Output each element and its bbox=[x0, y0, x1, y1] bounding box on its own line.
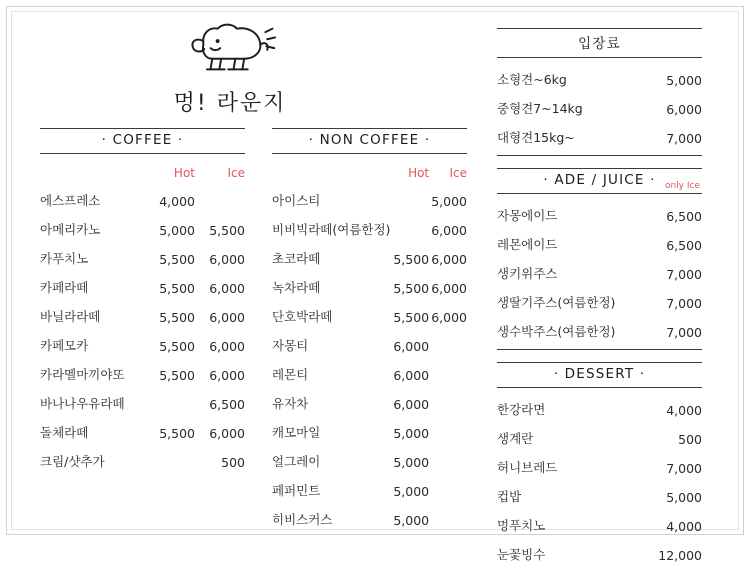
table-row bbox=[272, 388, 467, 417]
item-ice-price bbox=[429, 446, 467, 475]
item-name: 바나나우유라떼 bbox=[40, 395, 125, 411]
item-name: 페퍼민트 bbox=[272, 482, 321, 498]
coffee-header-name bbox=[40, 160, 139, 185]
item-ice-price: 6,000 bbox=[431, 280, 467, 296]
item-ice-price: 500 bbox=[221, 454, 245, 470]
table-row bbox=[40, 417, 245, 446]
item-ice-price bbox=[429, 359, 467, 388]
item-name: 아이스티 bbox=[272, 192, 321, 208]
item-hot-price: 6,000 bbox=[393, 396, 430, 412]
table-row bbox=[497, 510, 702, 539]
item-ice-price bbox=[429, 475, 467, 504]
item-ice-price: 6,000 bbox=[431, 309, 467, 325]
table-row bbox=[497, 423, 702, 452]
item-hot-price: 5,500 bbox=[159, 309, 195, 325]
item-name: 소형견~6kg bbox=[497, 71, 567, 87]
item-ice-price: 6,000 bbox=[209, 425, 245, 441]
dog-logo-icon bbox=[175, 18, 285, 80]
coffee-header-hot: Hot bbox=[173, 165, 195, 180]
table-row bbox=[497, 452, 702, 481]
item-ice-price bbox=[429, 504, 467, 533]
table-row bbox=[40, 243, 245, 272]
table-row bbox=[497, 287, 702, 316]
table-row bbox=[497, 229, 702, 258]
item-name: 눈꽃빙수 bbox=[497, 546, 546, 562]
coffee-table bbox=[40, 160, 245, 475]
item-price: 6,500 bbox=[666, 237, 702, 253]
item-ice-price: 6,000 bbox=[209, 280, 245, 296]
item-name: 생키위주스 bbox=[497, 265, 558, 281]
table-row bbox=[272, 475, 467, 504]
item-ice-price bbox=[429, 330, 467, 359]
item-name: 크림/샷추가 bbox=[40, 453, 105, 469]
item-name: 유자차 bbox=[272, 395, 309, 411]
item-hot-price: 4,000 bbox=[159, 193, 195, 209]
item-hot-price: 6,000 bbox=[393, 367, 430, 383]
item-ice-price: 5,000 bbox=[431, 193, 467, 209]
table-row bbox=[272, 185, 467, 214]
ade-juice-table bbox=[497, 200, 702, 345]
item-name: 에스프레소 bbox=[40, 192, 101, 208]
item-ice-price: 6,000 bbox=[209, 338, 245, 354]
item-name: 카푸치노 bbox=[40, 250, 89, 266]
non-coffee-header-name bbox=[272, 160, 390, 185]
table-row bbox=[40, 330, 245, 359]
table-row bbox=[40, 214, 245, 243]
non-coffee-section-title: · NON COFFEE · bbox=[272, 128, 467, 154]
table-row bbox=[497, 93, 702, 122]
item-name: 중형견7~14kg bbox=[497, 100, 583, 116]
admission-table bbox=[497, 64, 702, 151]
item-name: 대형견15kg~ bbox=[497, 129, 575, 145]
dessert-section bbox=[497, 362, 702, 568]
ade-juice-section-title bbox=[497, 168, 702, 194]
item-price: 7,000 bbox=[666, 266, 702, 282]
dessert-table bbox=[497, 394, 702, 568]
table-row bbox=[272, 243, 467, 272]
item-name: 바닐라라떼 bbox=[40, 308, 101, 324]
non-coffee-header-hot: Hot bbox=[408, 165, 430, 180]
item-name: 자몽에이드 bbox=[497, 207, 558, 223]
item-hot-price: 5,500 bbox=[393, 251, 430, 267]
non-coffee-header-row bbox=[272, 160, 467, 185]
item-hot-price: 5,500 bbox=[159, 425, 195, 441]
item-name: 생수박주스(여름한정) bbox=[497, 323, 616, 339]
item-hot-price: 5,500 bbox=[159, 280, 195, 296]
item-price: 6,000 bbox=[666, 101, 702, 117]
table-row bbox=[497, 481, 702, 510]
item-ice-price: 6,000 bbox=[209, 367, 245, 383]
item-name: 생계란 bbox=[497, 430, 534, 446]
item-hot-price bbox=[139, 446, 195, 475]
coffee-section-title: · COFFEE · bbox=[40, 128, 245, 154]
admission-divider bbox=[497, 155, 702, 156]
item-name: 한강라면 bbox=[497, 401, 546, 417]
item-price: 500 bbox=[678, 431, 702, 447]
item-hot-price: 5,000 bbox=[393, 425, 430, 441]
item-name: 컵밥 bbox=[497, 488, 522, 504]
table-row bbox=[272, 359, 467, 388]
item-hot-price: 5,500 bbox=[393, 280, 430, 296]
brand-header bbox=[0, 18, 460, 117]
item-hot-price: 5,000 bbox=[159, 222, 195, 238]
table-row bbox=[497, 64, 702, 93]
table-row bbox=[497, 258, 702, 287]
item-hot-price bbox=[390, 214, 429, 243]
item-price: 5,000 bbox=[666, 489, 702, 505]
item-price: 4,000 bbox=[666, 518, 702, 534]
table-row bbox=[497, 316, 702, 345]
admission-section bbox=[497, 28, 702, 156]
item-name: 히비스커스 bbox=[272, 511, 333, 527]
item-name: 돌체라떼 bbox=[40, 424, 89, 440]
item-name: 초코라떼 bbox=[272, 250, 321, 266]
ade-juice-divider bbox=[497, 349, 702, 350]
table-row bbox=[497, 122, 702, 151]
dessert-section-title: · DESSERT · bbox=[497, 362, 702, 388]
item-price: 7,000 bbox=[666, 130, 702, 146]
non-coffee-table bbox=[272, 160, 467, 533]
item-name: 비비빅라떼(여름한정) bbox=[272, 221, 391, 237]
table-row bbox=[272, 301, 467, 330]
item-ice-price: 6,500 bbox=[209, 396, 245, 412]
table-row bbox=[40, 388, 245, 417]
item-price: 7,000 bbox=[666, 324, 702, 340]
item-hot-price: 5,500 bbox=[159, 367, 195, 383]
item-price: 4,000 bbox=[666, 402, 702, 418]
non-coffee-header-ice: Ice bbox=[449, 165, 467, 180]
item-ice-price: 6,000 bbox=[431, 222, 467, 238]
coffee-header-row bbox=[40, 160, 245, 185]
item-name: 허니브레드 bbox=[497, 459, 558, 475]
item-hot-price: 6,000 bbox=[393, 338, 430, 354]
item-name: 카페모카 bbox=[40, 337, 89, 353]
only-ice-note: only Ice bbox=[664, 181, 700, 191]
item-ice-price bbox=[429, 417, 467, 446]
table-row bbox=[40, 185, 245, 214]
table-row bbox=[272, 214, 467, 243]
item-name: 캐모마일 bbox=[272, 424, 321, 440]
item-name: 자몽티 bbox=[272, 337, 309, 353]
table-row bbox=[272, 272, 467, 301]
item-ice-price: 6,000 bbox=[209, 251, 245, 267]
table-row bbox=[497, 539, 702, 568]
item-name: 아메리카노 bbox=[40, 221, 101, 237]
item-name: 카라멜마끼야또 bbox=[40, 366, 125, 382]
table-row bbox=[272, 504, 467, 533]
item-name: 얼그레이 bbox=[272, 453, 321, 469]
coffee-header-ice: Ice bbox=[227, 165, 245, 180]
item-hot-price: 5,000 bbox=[393, 512, 430, 528]
item-hot-price: 5,500 bbox=[159, 251, 195, 267]
item-ice-price: 6,000 bbox=[431, 251, 467, 267]
item-ice-price: 6,000 bbox=[209, 309, 245, 325]
item-price: 12,000 bbox=[658, 547, 702, 563]
item-ice-price bbox=[195, 185, 245, 214]
table-row bbox=[497, 200, 702, 229]
item-name: 멍푸치노 bbox=[497, 517, 546, 533]
table-row bbox=[40, 272, 245, 301]
item-ice-price: 5,500 bbox=[209, 222, 245, 238]
right-column bbox=[497, 28, 702, 568]
table-row bbox=[272, 330, 467, 359]
brand-title: 멍! 라운지 bbox=[173, 91, 287, 116]
item-name: 레몬티 bbox=[272, 366, 309, 382]
item-hot-price: 5,000 bbox=[393, 454, 430, 470]
table-row bbox=[272, 417, 467, 446]
item-hot-price: 5,000 bbox=[393, 483, 430, 499]
item-ice-price bbox=[429, 388, 467, 417]
item-price: 7,000 bbox=[666, 460, 702, 476]
item-hot-price: 5,500 bbox=[393, 309, 430, 325]
table-row bbox=[40, 446, 245, 475]
table-row bbox=[272, 446, 467, 475]
item-hot-price bbox=[139, 388, 195, 417]
table-row bbox=[497, 394, 702, 423]
table-row bbox=[40, 301, 245, 330]
coffee-section bbox=[40, 128, 245, 475]
ade-juice-section bbox=[497, 168, 702, 350]
item-hot-price: 5,500 bbox=[159, 338, 195, 354]
item-name: 카페라떼 bbox=[40, 279, 89, 295]
non-coffee-section bbox=[272, 128, 467, 533]
admission-section-title: 입장료 bbox=[497, 28, 702, 58]
item-price: 5,000 bbox=[666, 72, 702, 88]
item-price: 7,000 bbox=[666, 295, 702, 311]
item-name: 단호박라떼 bbox=[272, 308, 333, 324]
ade-juice-title-text: · ADE / JUICE · bbox=[543, 172, 656, 188]
item-name: 레몬에이드 bbox=[497, 236, 558, 252]
table-row bbox=[40, 359, 245, 388]
item-name: 생딸기주스(여름한정) bbox=[497, 294, 616, 310]
item-price: 6,500 bbox=[666, 208, 702, 224]
item-hot-price bbox=[390, 185, 429, 214]
item-name: 녹차라떼 bbox=[272, 279, 321, 295]
